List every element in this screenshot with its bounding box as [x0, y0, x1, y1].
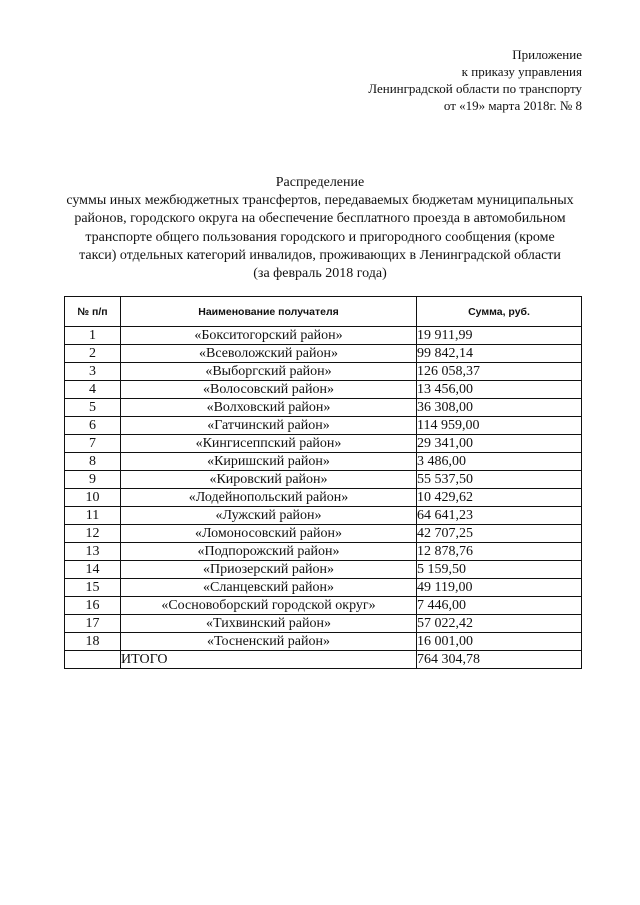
table-row: [65, 399, 582, 417]
row-number: 10: [65, 489, 121, 507]
recipient-name: «Лодейнопольский район»: [121, 489, 417, 507]
appendix-header: [368, 46, 582, 114]
header-amount: Сумма, руб.: [417, 297, 582, 327]
total-amount: 764 304,78: [417, 651, 582, 669]
table-header-row: [65, 297, 582, 327]
table-row: [65, 543, 582, 561]
row-amount: 114 959,00: [417, 417, 582, 435]
table-row: [65, 381, 582, 399]
appendix-line: Приложение: [512, 47, 582, 62]
row-amount: 57 022,42: [417, 615, 582, 633]
table-row: [65, 615, 582, 633]
distribution-table: [64, 296, 582, 669]
document-title: [40, 174, 600, 283]
row-amount: 10 429,62: [417, 489, 582, 507]
recipient-name: «Гатчинский район»: [121, 417, 417, 435]
recipient-name: «Лужский район»: [121, 507, 417, 525]
appendix-line: к приказу управления: [461, 64, 582, 79]
row-amount: 42 707,25: [417, 525, 582, 543]
header-recipient: Наименование получателя: [121, 297, 417, 327]
row-amount: 49 119,00: [417, 579, 582, 597]
table-row: [65, 561, 582, 579]
table-row: [65, 525, 582, 543]
table-row: [65, 597, 582, 615]
recipient-name: «Приозерский район»: [121, 561, 417, 579]
row-number: 11: [65, 507, 121, 525]
row-number: 13: [65, 543, 121, 561]
row-number: 1: [65, 327, 121, 345]
title-line: (за февраль 2018 года): [253, 266, 387, 282]
recipient-name: «Сосновоборский городской округ»: [121, 597, 417, 615]
row-amount: 12 878,76: [417, 543, 582, 561]
total-row: [65, 651, 582, 669]
table-row: [65, 453, 582, 471]
row-number: 15: [65, 579, 121, 597]
title-line: районов, городского округа на обеспечение бесплатного проезда в автомобильном: [74, 211, 566, 227]
recipient-name: «Подпорожский район»: [121, 543, 417, 561]
total-label: ИТОГО: [121, 651, 417, 669]
row-amount: 5 159,50: [417, 561, 582, 579]
appendix-line: от «19» марта 2018г. № 8: [443, 98, 582, 113]
header-number: № п/п: [65, 297, 121, 327]
row-number: 4: [65, 381, 121, 399]
row-number: 7: [65, 435, 121, 453]
table-row: [65, 435, 582, 453]
appendix-line: Ленинградской области по транспорту: [368, 81, 582, 96]
title-line: суммы иных межбюджетных трансфертов, передаваемых бюджетам муниципальных: [66, 193, 574, 209]
recipient-name: «Сланцевский район»: [121, 579, 417, 597]
table-row: [65, 471, 582, 489]
row-number: 18: [65, 633, 121, 651]
row-amount: 19 911,99: [417, 327, 582, 345]
title-line: Распределение: [275, 175, 365, 190]
recipient-name: «Волосовский район»: [121, 381, 417, 399]
table-row: [65, 345, 582, 363]
table-row: [65, 579, 582, 597]
row-amount: 126 058,37: [417, 363, 582, 381]
row-number: 8: [65, 453, 121, 471]
table-row: [65, 363, 582, 381]
row-amount: 29 341,00: [417, 435, 582, 453]
row-number: 9: [65, 471, 121, 489]
recipient-name: «Бокситогорский район»: [121, 327, 417, 345]
row-amount: 99 842,14: [417, 345, 582, 363]
row-amount: 7 446,00: [417, 597, 582, 615]
recipient-name: «Ломоносовский район»: [121, 525, 417, 543]
recipient-name: «Волховский район»: [121, 399, 417, 417]
row-amount: 36 308,00: [417, 399, 582, 417]
row-amount: 13 456,00: [417, 381, 582, 399]
recipient-name: «Тихвинский район»: [121, 615, 417, 633]
total-number-cell: [65, 651, 121, 669]
row-amount: 55 537,50: [417, 471, 582, 489]
title-line: транспорте общего пользования городского и пригородного сообщения (кроме: [85, 229, 555, 245]
row-number: 6: [65, 417, 121, 435]
table-row: [65, 489, 582, 507]
row-amount: 16 001,00: [417, 633, 582, 651]
row-number: 16: [65, 597, 121, 615]
row-number: 5: [65, 399, 121, 417]
row-amount: 3 486,00: [417, 453, 582, 471]
row-number: 12: [65, 525, 121, 543]
row-number: 2: [65, 345, 121, 363]
recipient-name: «Выборгский район»: [121, 363, 417, 381]
recipient-name: «Кингисеппский район»: [121, 435, 417, 453]
recipient-name: «Тосненский район»: [121, 633, 417, 651]
row-number: 3: [65, 363, 121, 381]
table-row: [65, 327, 582, 345]
recipient-name: «Киришский район»: [121, 453, 417, 471]
recipient-name: «Кировский район»: [121, 471, 417, 489]
recipient-name: «Всеволожский район»: [121, 345, 417, 363]
table-row: [65, 633, 582, 651]
row-amount: 64 641,23: [417, 507, 582, 525]
table-row: [65, 507, 582, 525]
row-number: 17: [65, 615, 121, 633]
row-number: 14: [65, 561, 121, 579]
title-line: такси) отдельных категорий инвалидов, проживающих в Ленинградской области: [79, 247, 561, 263]
table-row: [65, 417, 582, 435]
